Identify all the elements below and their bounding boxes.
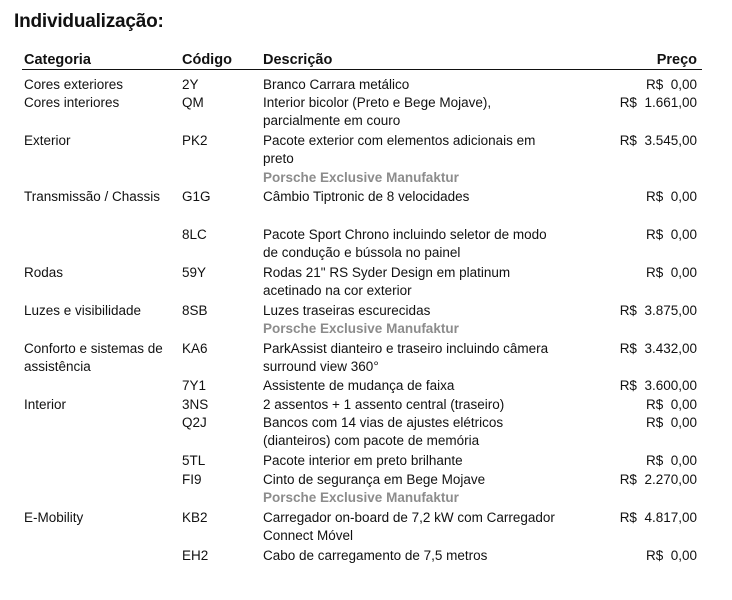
row-descricao: Branco Carrara metálico	[263, 77, 410, 92]
row-preco: R$ 0,00	[645, 548, 697, 563]
header-divider	[22, 69, 702, 70]
row-descricao: Pacote exterior com elementos adicionais em preto	[263, 133, 536, 166]
row-codigo: 8LC	[182, 227, 207, 242]
row-preco: R$ 0,00	[645, 77, 697, 92]
row-preco: R$ 2.270,00	[619, 472, 697, 487]
header-codigo: Código	[182, 52, 232, 68]
row-descricao: ParkAssist dianteiro e traseiro incluindo câmera surround view 360°	[263, 341, 549, 374]
row-descricao: Assistente de mudança de faixa	[263, 378, 455, 393]
row-preco: R$ 3.545,00	[619, 133, 697, 148]
row-codigo: KA6	[182, 341, 208, 356]
row-descricao: Cabo de carregamento de 7,5 metros	[263, 548, 488, 563]
row-preco: R$ 3.875,00	[619, 303, 697, 318]
row-descricao: Pacote interior em preto brilhante	[263, 453, 463, 468]
row-preco: R$ 0,00	[645, 189, 697, 204]
row-codigo: 3NS	[182, 397, 209, 412]
row-descricao: Cinto de segurança em Bege Mojave	[263, 472, 486, 487]
header-preco: Preço	[656, 52, 697, 68]
row-codigo: 5TL	[182, 453, 206, 468]
row-codigo: EH2	[182, 548, 209, 563]
row-codigo: 59Y	[182, 265, 207, 280]
row-codigo: KB2	[182, 510, 208, 525]
row-categoria: Cores exteriores	[24, 77, 124, 92]
page-title: Individualização:	[14, 11, 164, 32]
row-codigo: FI9	[182, 472, 202, 487]
row-codigo: QM	[182, 95, 204, 110]
row-preco: R$ 0,00	[645, 397, 697, 412]
row-categoria: Interior	[24, 397, 67, 412]
row-codigo: PK2	[182, 133, 208, 148]
header-descricao: Descrição	[263, 52, 333, 68]
row-descricao: Pacote Sport Chrono incluindo seletor de modo de condução e bússola no painel	[263, 227, 547, 260]
row-categoria: Rodas	[24, 265, 64, 280]
row-categoria: Cores interiores	[24, 95, 120, 110]
row-preco: R$ 0,00	[645, 265, 697, 280]
row-preco: R$ 3.600,00	[619, 378, 697, 393]
manufaktur-label: Porsche Exclusive Manufaktur	[263, 490, 459, 505]
row-categoria: E-Mobility	[24, 510, 84, 525]
row-codigo: G1G	[182, 189, 211, 204]
row-descricao: Carregador on-board de 7,2 kW com Carregador Connect Móvel	[263, 510, 555, 543]
row-descricao: Luzes traseiras escurecidas	[263, 303, 431, 318]
row-categoria: Transmissão / Chassis	[24, 189, 161, 204]
row-categoria: Luzes e visibilidade	[24, 303, 142, 318]
manufaktur-label: Porsche Exclusive Manufaktur	[263, 170, 459, 185]
header-categoria: Categoria	[24, 52, 91, 68]
row-preco: R$ 0,00	[645, 453, 697, 468]
row-categoria: Exterior	[24, 133, 71, 148]
row-categoria: Conforto e sistemas de assistência	[24, 341, 163, 374]
row-preco: R$ 0,00	[645, 415, 697, 430]
row-codigo: 7Y1	[182, 378, 207, 393]
row-descricao: 2 assentos + 1 assento central (traseiro)	[263, 397, 505, 412]
row-preco: R$ 3.432,00	[619, 341, 697, 356]
row-codigo: 8SB	[182, 303, 208, 318]
row-preco: R$ 0,00	[645, 227, 697, 242]
row-codigo: Q2J	[182, 415, 207, 430]
row-descricao: Rodas 21" RS Syder Design em platinum acetinado na cor exterior	[263, 265, 511, 298]
manufaktur-label: Porsche Exclusive Manufaktur	[263, 321, 459, 336]
row-descricao: Câmbio Tiptronic de 8 velocidades	[263, 189, 470, 204]
row-descricao: Bancos com 14 vias de ajustes elétricos (dianteiros) com pacote de memória	[263, 415, 504, 448]
row-descricao: Interior bicolor (Preto e Bege Mojave), parcialmente em couro	[263, 95, 492, 128]
row-codigo: 2Y	[182, 77, 199, 92]
row-preco: R$ 4.817,00	[619, 510, 697, 525]
row-preco: R$ 1.661,00	[619, 95, 697, 110]
